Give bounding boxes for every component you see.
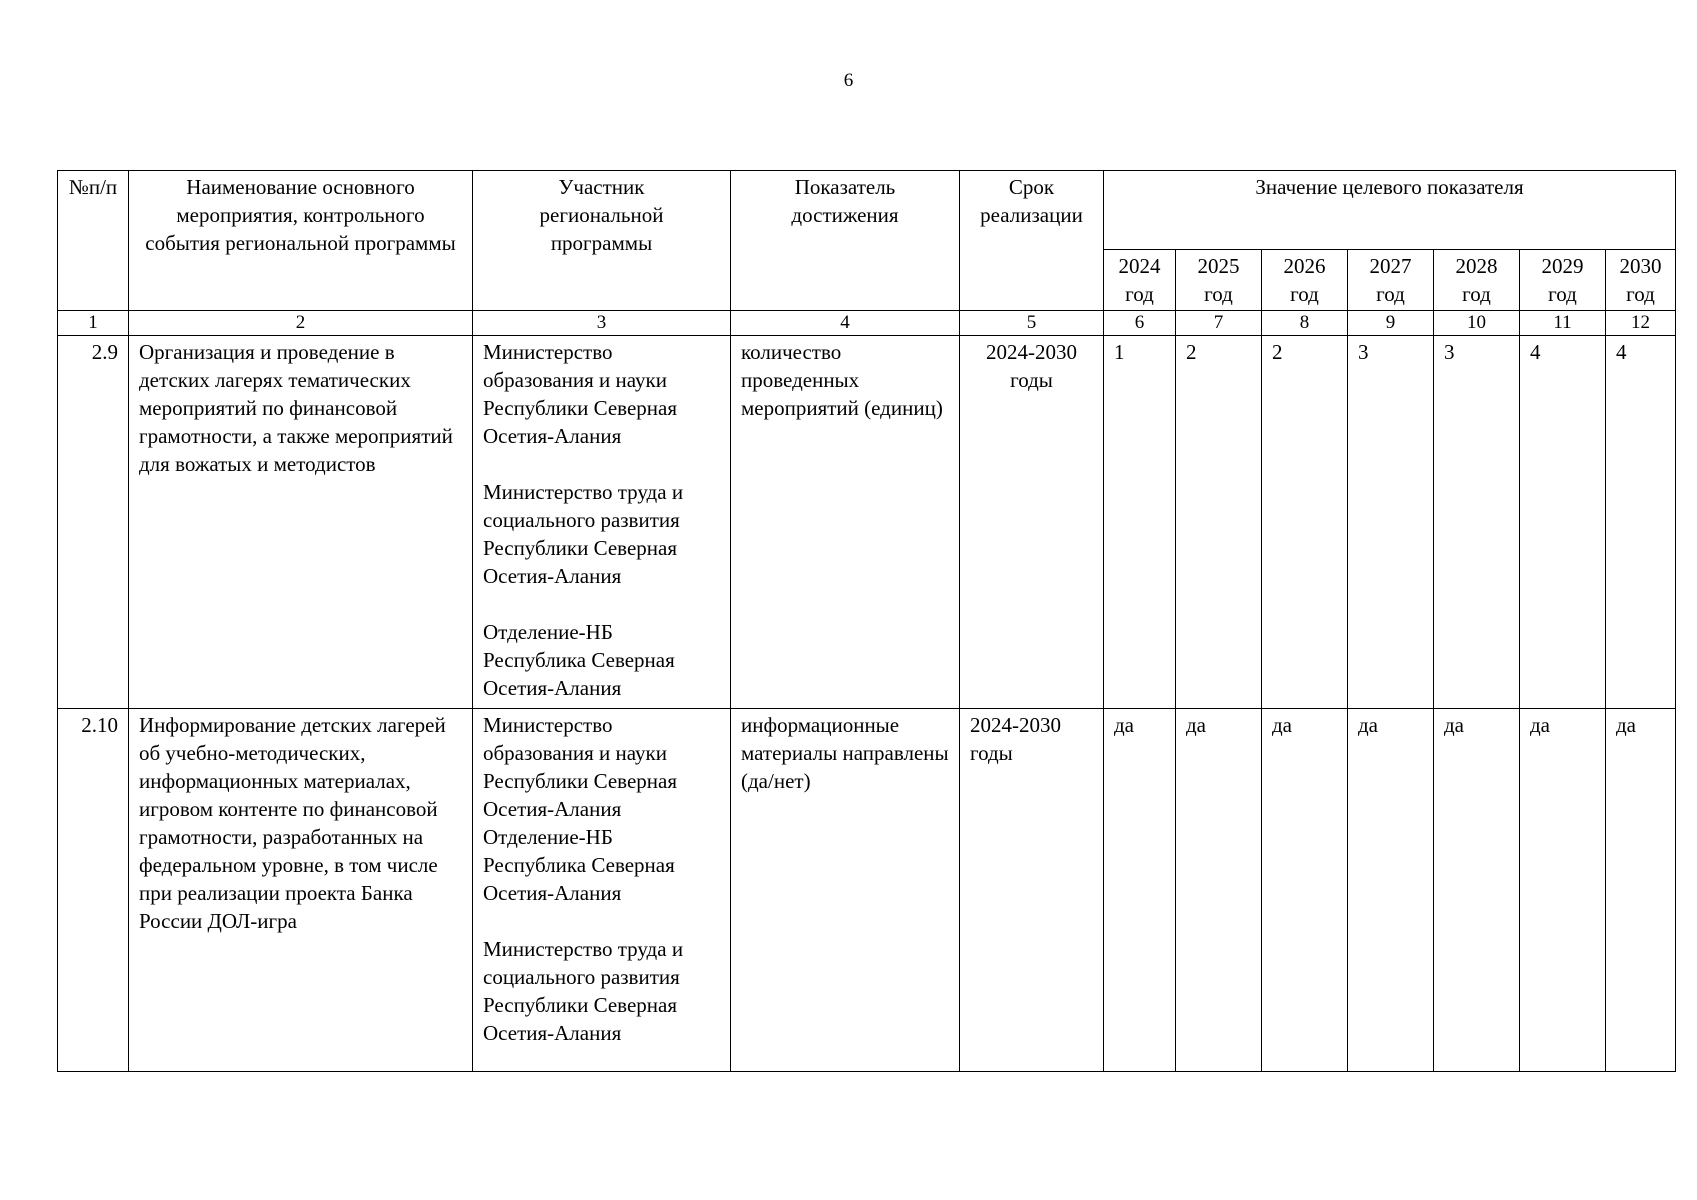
indicator: информационные материалы направлены (да/нет) bbox=[731, 709, 960, 1072]
header-target: Значение целевого показателя bbox=[1104, 171, 1676, 250]
column-number-row bbox=[58, 311, 1676, 336]
target-value: да bbox=[1176, 709, 1262, 1072]
participant-list bbox=[473, 709, 731, 1072]
header-row bbox=[58, 171, 1676, 250]
page-number: 6 bbox=[843, 70, 854, 91]
header-num: №п/п bbox=[58, 171, 129, 311]
participant: Отделение-НБ Республика Северная Осетия-Алания bbox=[483, 825, 675, 905]
column-number: 4 bbox=[731, 311, 960, 336]
column-number: 1 bbox=[58, 311, 129, 336]
header-year: 2028 год bbox=[1434, 250, 1520, 311]
row-number: 2.10 bbox=[58, 709, 129, 1072]
column-number: 9 bbox=[1348, 311, 1434, 336]
header-year: 2025 год bbox=[1176, 250, 1262, 311]
participant: Министерство образования и науки Республики Северная Осетия-Алания bbox=[483, 340, 678, 448]
participant: Отделение-НБ Республика Северная Осетия-Алания bbox=[483, 620, 675, 700]
target-value: 1 bbox=[1104, 336, 1176, 709]
target-value: да bbox=[1262, 709, 1348, 1072]
column-number: 2 bbox=[129, 311, 473, 336]
header-participant: Участник региональной программы bbox=[473, 171, 731, 311]
target-value: да bbox=[1520, 709, 1606, 1072]
column-number: 10 bbox=[1434, 311, 1520, 336]
participant: Министерство труда и социального развития Республики Северная Осетия-Алания bbox=[483, 937, 684, 1045]
header-year: 2027 год bbox=[1348, 250, 1434, 311]
period: 2024-2030 годы bbox=[960, 336, 1104, 709]
column-number: 12 bbox=[1606, 311, 1676, 336]
indicator: количество проведенных мероприятий (единиц) bbox=[731, 336, 960, 709]
period: 2024-2030 годы bbox=[960, 709, 1104, 1072]
target-value: 3 bbox=[1348, 336, 1434, 709]
table-row bbox=[58, 336, 1676, 709]
participant-list bbox=[473, 336, 731, 709]
header-period: Срок реализации bbox=[960, 171, 1104, 311]
target-value: 2 bbox=[1262, 336, 1348, 709]
column-number: 7 bbox=[1176, 311, 1262, 336]
header-indicator: Показатель достижения bbox=[731, 171, 960, 311]
target-value: 3 bbox=[1434, 336, 1520, 709]
column-number: 11 bbox=[1520, 311, 1606, 336]
header-year: 2030 год bbox=[1606, 250, 1676, 311]
event-name: Организация и проведение в детских лагерях тематических мероприятий по финансовой грамотности, а также мероприятий для вожатых и методистов bbox=[129, 336, 473, 709]
column-number: 8 bbox=[1262, 311, 1348, 336]
target-value: да bbox=[1606, 709, 1676, 1072]
column-number: 5 bbox=[960, 311, 1104, 336]
column-number: 3 bbox=[473, 311, 731, 336]
table-row bbox=[58, 709, 1676, 1072]
program-table bbox=[57, 170, 1676, 1072]
header-year: 2024 год bbox=[1104, 250, 1176, 311]
row-number: 2.9 bbox=[58, 336, 129, 709]
target-value: да bbox=[1434, 709, 1520, 1072]
event-name: Информирование детских лагерей об учебно-методических, информационных материалах, игровом контенте по финансовой грамотности, разработанных на федеральном уровне, в том числе при реализации проекта Банка России ДОЛ-игра bbox=[129, 709, 473, 1072]
target-value: 2 bbox=[1176, 336, 1262, 709]
participant: Министерство образования и науки Республики Северная Осетия-Алания bbox=[483, 713, 678, 821]
header-year: 2026 год bbox=[1262, 250, 1348, 311]
column-number: 6 bbox=[1104, 311, 1176, 336]
participant: Министерство труда и социального развития Республики Северная Осетия-Алания bbox=[483, 480, 684, 588]
header-name: Наименование основного мероприятия, контрольного события региональной программы bbox=[129, 171, 473, 311]
target-value: 4 bbox=[1606, 336, 1676, 709]
target-value: да bbox=[1104, 709, 1176, 1072]
target-value: да bbox=[1348, 709, 1434, 1072]
target-value: 4 bbox=[1520, 336, 1606, 709]
header-year: 2029 год bbox=[1520, 250, 1606, 311]
